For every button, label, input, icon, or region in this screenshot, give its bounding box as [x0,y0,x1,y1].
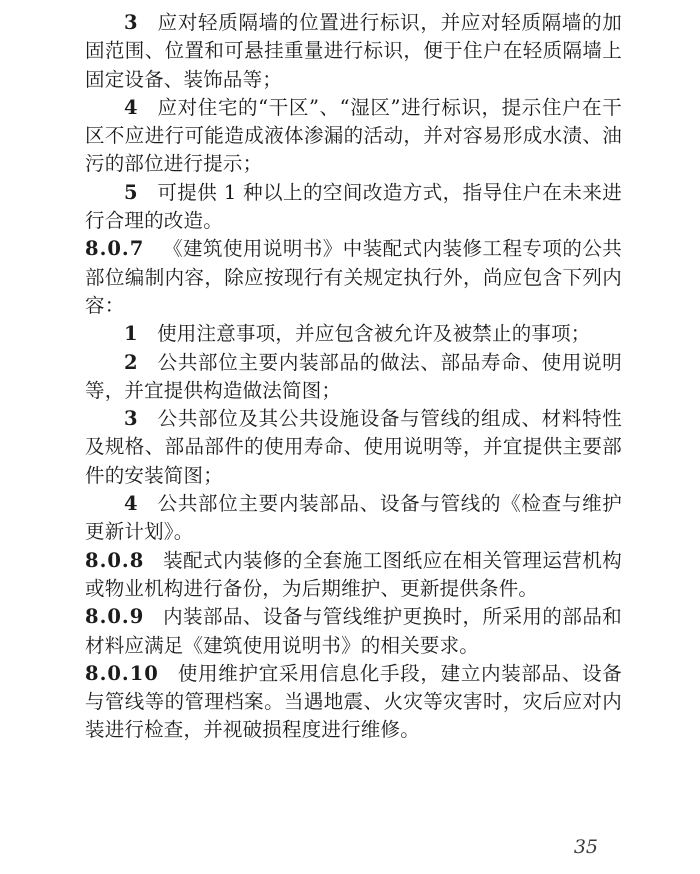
paragraph-text: 应对住宅的“干区”、“湿区”进行标识，提示住户在干区不应进行可能造成液体渗漏的活动，并对容易形成水渍、油污的部位进行提示； [85,95,622,176]
item-number: 3 [124,11,139,34]
paragraph-text: 公共部位主要内装部品的做法、部品寿命、使用说明等，并宜提供构造做法简图； [85,350,622,402]
paragraph-text: 装配式内装修的全套施工图纸应在相关管理运营机构或物业机构进行备份，为后期维护、更新提供条件。 [85,548,622,600]
paragraph [85,547,622,604]
paragraph-text: 《建筑使用说明书》中装配式内装修工程专项的公共部位编制内容，除应按现行有关规定执行外，尚应包含下列内容： [85,237,622,317]
paragraph [85,235,622,320]
item-number: 4 [124,492,139,516]
paragraph-text: 可提供 1 种以上的空间改造方式，指导住户在未来进行合理的改造。 [85,180,622,233]
paragraph [85,349,622,406]
page-number: 35 [573,836,598,858]
clause-number: 8.0.7 [85,237,145,261]
paragraph-text: 使用注意事项，并应包含被允许及被禁止的事项； [157,322,591,346]
clause-number: 8.0.10 [85,661,159,685]
paragraph-text: 公共部位及其公共设施设备与管线的组成、材料特性及规格、部品部件的使用寿命、使用说明等，并宜提供主要部件的安装简图； [85,407,622,487]
clause-number: 8.0.9 [85,605,145,629]
paragraph-text: 公共部位主要内装部品、设备与管线的《检查与维护更新计划》。 [85,492,622,544]
item-number: 3 [124,407,139,431]
paragraph [85,320,622,348]
paragraph [85,490,622,547]
paragraph-text: 内装部品、设备与管线维护更换时，所采用的部品和材料应满足《建筑使用说明书》的相关要求。 [85,605,622,657]
item-number: 2 [124,350,139,374]
paragraph [85,94,622,179]
paragraph [85,603,622,660]
paragraph [85,660,622,745]
paragraph [85,405,622,490]
paragraph-text: 应对轻质隔墙的位置进行标识，并应对轻质隔墙的加固范围、位置和可悬挂重量进行标识，便于住户在轻质隔墙上固定设备、装饰品等； [85,11,622,91]
paragraph [85,179,622,236]
paragraph [85,9,622,94]
paragraph-text: 使用维护宜采用信息化手段，建立内装部品、设备与管线等的管理档案。当遇地震、火灾等灾害时，灾后应对内装进行检查，并视破损程度进行维修。 [85,661,622,742]
clause-number: 8.0.8 [85,548,145,572]
document-body [85,9,622,745]
item-number: 5 [124,180,139,204]
item-number: 4 [124,95,139,119]
item-number: 1 [124,322,139,346]
